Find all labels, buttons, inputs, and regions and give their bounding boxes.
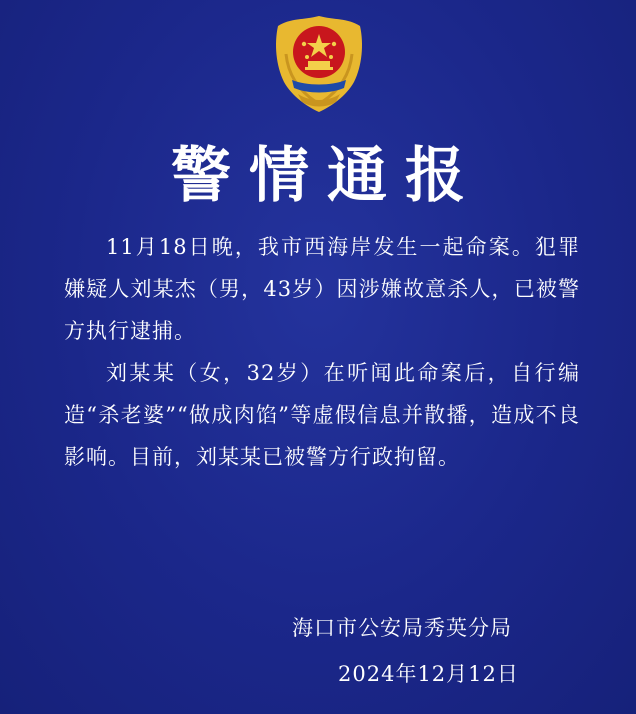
- police-emblem-icon: [272, 14, 366, 114]
- notice-title: 警情通报: [171, 141, 483, 211]
- issuing-organization: 海口市公安局秀英分局: [292, 616, 512, 640]
- paragraph-1: 11月18日晚，我市西海岸发生一起命案。犯罪嫌疑人刘某杰（男，43岁）因涉嫌故意杀人，已被警方执行逮捕。: [64, 235, 580, 343]
- issue-date: 2024年12月12日: [338, 662, 519, 686]
- paragraph-2: 刘某某（女，32岁）在听闻此命案后，自行编造“杀老婆”“做成肉馅”等虚假信息并散播，造成不良影响。目前，刘某某已被警方行政拘留。: [64, 361, 580, 469]
- notice-body: [64, 226, 580, 478]
